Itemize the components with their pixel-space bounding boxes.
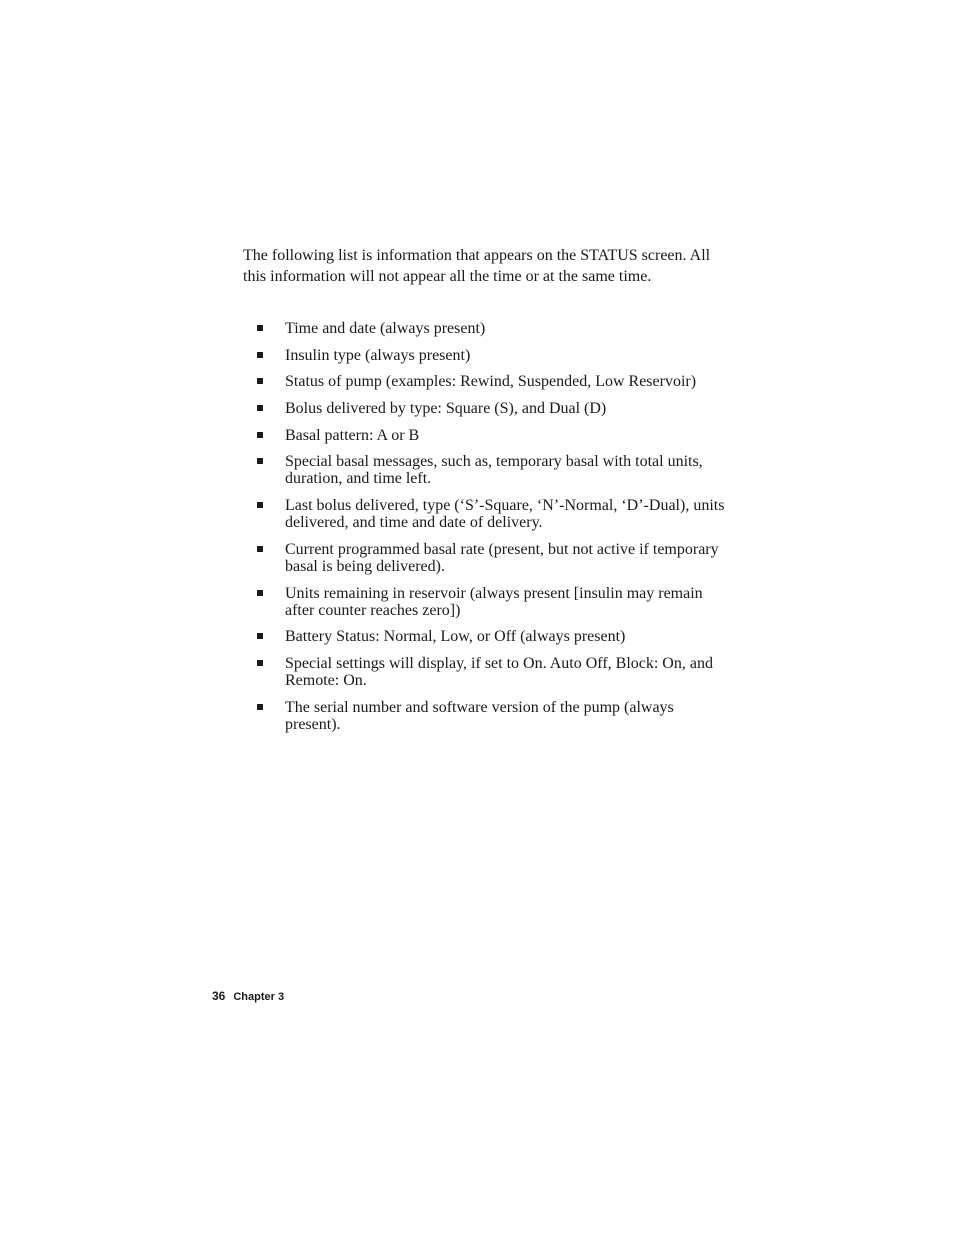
square-bullet-icon bbox=[257, 704, 263, 710]
list-item-text: Special settings will display, if set to On. Auto Off, Block: On, and Remote: On. bbox=[285, 654, 713, 689]
page-number: 36 bbox=[212, 989, 226, 1003]
list-item-text: Insulin type (always present) bbox=[285, 346, 471, 364]
list-item bbox=[0, 347, 725, 364]
intro-paragraph: The following list is information that appears on the STATUS screen. All this information will not appear all the time or at the same time. bbox=[243, 247, 711, 285]
square-bullet-icon bbox=[257, 590, 263, 596]
list-item bbox=[0, 699, 725, 733]
list-item bbox=[0, 541, 725, 575]
square-bullet-icon bbox=[257, 378, 263, 384]
list-item bbox=[0, 427, 725, 444]
square-bullet-icon bbox=[257, 352, 263, 358]
list-item-text: Status of pump (examples: Rewind, Suspended, Low Reservoir) bbox=[285, 373, 697, 391]
status-info-list bbox=[0, 320, 954, 742]
square-bullet-icon bbox=[257, 325, 263, 331]
square-bullet-icon bbox=[257, 660, 263, 666]
list-item bbox=[0, 655, 725, 689]
square-bullet-icon bbox=[257, 405, 263, 411]
square-bullet-icon bbox=[257, 546, 263, 552]
list-item-text: Units remaining in reservoir (always present [insulin may remain after counter reaches zero]) bbox=[285, 584, 703, 619]
square-bullet-icon bbox=[257, 633, 263, 639]
list-item-text: Special basal messages, such as, temporary basal with total units, duration, and time left. bbox=[285, 453, 703, 488]
list-item bbox=[0, 400, 725, 417]
list-item-text: Last bolus delivered, type (‘S’-Square, ‘N’-Normal, ‘D’-Dual), units delivered, and time and date of delivery. bbox=[285, 497, 725, 532]
list-item bbox=[0, 373, 725, 390]
list-item-text: The serial number and software version of the pump (always present). bbox=[285, 698, 674, 733]
square-bullet-icon bbox=[257, 458, 263, 464]
list-item-text: Bolus delivered by type: Square (S), and Dual (D) bbox=[285, 400, 607, 418]
list-item bbox=[0, 628, 725, 645]
page-footer bbox=[212, 989, 284, 1004]
list-item-text: Time and date (always present) bbox=[285, 320, 486, 337]
square-bullet-icon bbox=[257, 502, 263, 508]
list-item bbox=[0, 497, 725, 531]
list-item-text: Current programmed basal rate (present, but not active if temporary basal is being delivered). bbox=[285, 540, 719, 575]
list-item bbox=[0, 320, 725, 337]
list-item-text: Basal pattern: A or B bbox=[285, 426, 420, 444]
list-item-text: Battery Status: Normal, Low, or Off (always present) bbox=[285, 628, 626, 646]
list-item bbox=[0, 585, 725, 619]
chapter-label: Chapter 3 bbox=[233, 991, 285, 1003]
list-item bbox=[0, 453, 725, 487]
square-bullet-icon bbox=[257, 432, 263, 438]
